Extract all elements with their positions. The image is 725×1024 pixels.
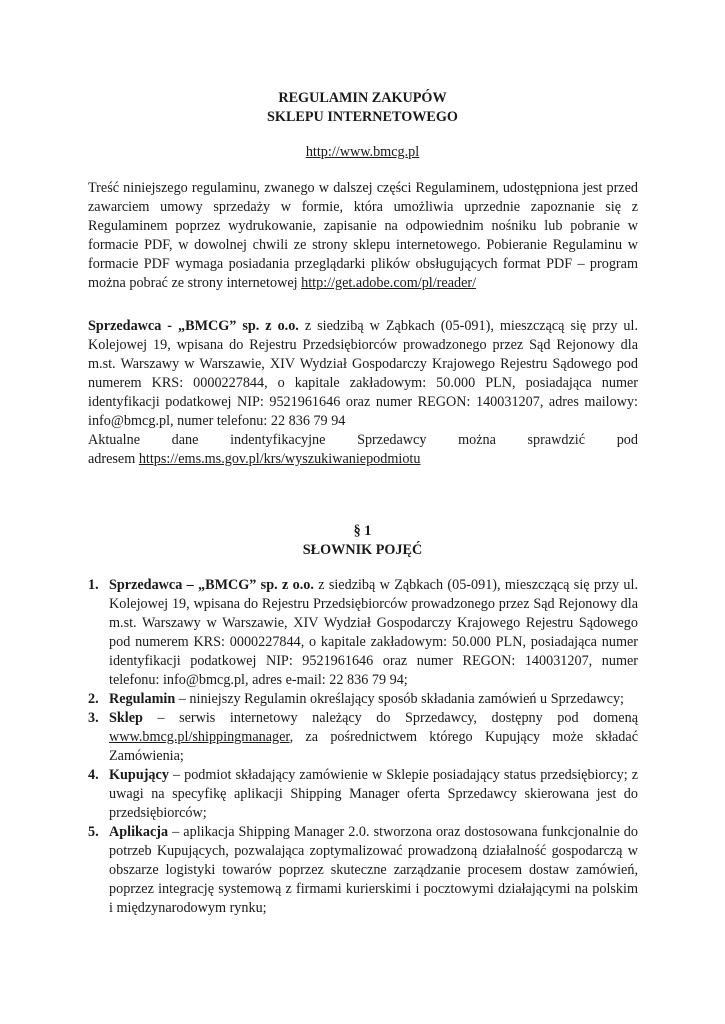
check-word: pod bbox=[616, 432, 638, 448]
check-word: dane bbox=[171, 432, 199, 448]
list-item bbox=[88, 766, 638, 823]
section-title: SŁOWNIK POJĘĆ bbox=[302, 542, 423, 558]
item-term: Sklep bbox=[109, 710, 143, 726]
seller-label: Sprzedawca - „BMCG” sp. z o.o. bbox=[88, 318, 299, 334]
check-word: Sprzedawcy bbox=[357, 432, 427, 448]
item-text-after: , za pośrednictwem którego Kupujący może składać Zamówienia; bbox=[109, 729, 638, 764]
seller-phone: 22 836 79 94 bbox=[270, 413, 346, 429]
item-tail: ; bbox=[403, 672, 408, 688]
check-prefix: adresem bbox=[88, 451, 139, 467]
item-text: – podmiot składający zamówienie w Sklepie posiadający status przedsiębiorcy; z uwagi na specyfikę aplikacji Shipping Manager oferta Sprzedawcy skierowana jest do przedsiębiorców; bbox=[109, 767, 638, 821]
item-number: 1. bbox=[88, 577, 99, 593]
shipping-manager-link[interactable]: www.bmcg.pl/shippingmanager bbox=[109, 729, 290, 745]
item-term: Regulamin bbox=[109, 691, 176, 707]
title-line-2: SKLEPU INTERNETOWEGO bbox=[267, 109, 458, 125]
list-item bbox=[88, 709, 638, 766]
list-item bbox=[88, 690, 638, 709]
item-text: – serwis internetowy należący do Sprzedawcy, dostępny pod domeną bbox=[142, 710, 638, 726]
title-line-1: REGULAMIN ZAKUPÓW bbox=[278, 90, 447, 106]
section-1-heading bbox=[0, 522, 725, 560]
item-term: Sprzedawca – „BMCG” sp. z o.o. bbox=[109, 577, 314, 593]
item-number: 2. bbox=[88, 691, 99, 707]
item-number: 5. bbox=[88, 824, 99, 840]
check-word: można bbox=[458, 432, 496, 448]
section-number: § 1 bbox=[353, 523, 372, 539]
list-item bbox=[88, 823, 638, 918]
definitions-list bbox=[88, 576, 638, 918]
item-text: z siedzibą w Ząbkach (05-091), mieszczącą się przy ul. Kolejowej 19, wpisana do Rejestru Przedsiębiorców prowadzonego przez Sąd Rejonowy dla m.st. Warszawy w Warszawie, XIV Wydział Gospodarczy Krajowego Rejestru Sądowego pod numerem KRS: 0000227844, o kapitale zakładowym: 50.000 PLN, posiadająca numer identyfikacji podatkowej NIP: 9521961646 oraz numer REGON: 140031207, numer telefonu: info@bmcg.pl, adres e-mail: bbox=[109, 577, 639, 688]
shop-url-line bbox=[0, 143, 725, 162]
seller-paragraph bbox=[88, 317, 638, 469]
check-word: indentyfikacyjne bbox=[230, 432, 326, 448]
item-term: Aplikacja bbox=[109, 824, 169, 840]
check-word: Aktualne bbox=[88, 432, 141, 448]
intro-text: Treść niniejszego regulaminu, zwanego w dalszej części Regulaminem, udostępniona jest przed zawarciem umowy sprzedaży w formie, która umożliwia uprzednie zapoznanie się z Regulaminem poprzez wydrukowanie, zapisanie na odpowiednim nośniku lub pobranie w formacie PDF, w dowolnej chwili ze strony sklepu internetowego. Pobieranie Regulaminu w formacie PDF wymaga posiadania przeglądarki plików obsługujących format PDF – program można pobrać ze strony internetowej bbox=[88, 180, 638, 291]
document-title bbox=[0, 89, 725, 127]
shop-url-link[interactable]: http://www.bmcg.pl bbox=[305, 144, 420, 160]
item-phone: 22 836 79 94 bbox=[329, 672, 404, 688]
item-text: – aplikacja Shipping Manager 2.0. stworzona oraz dostosowana funkcjonalnie do potrzeb Kupujących, pozwalająca zoptymalizować prowadzoną działalność gospodarczą w obszarze logistyki towarów poprzez skuteczne zarządzanie procesem dostaw zamówień, poprzez integrację systemową z firmami kurierskimi i pocztowymi działającymi na polskim i międzynarodowym rynku; bbox=[109, 824, 638, 916]
item-number: 4. bbox=[88, 767, 99, 783]
list-item bbox=[88, 576, 638, 690]
check-word: sprawdzić bbox=[527, 432, 586, 448]
seller-text: z siedzibą w Ząbkach (05-091), mieszczącą się przy ul. Kolejowej 19, wpisana do Rejestru Przedsiębiorców prowadzonego przez Sąd Rejonowy dla m.st. Warszawy w Warszawie, XIV Wydział Gospodarczy Krajowego Rejestru Sądowego pod numerem KRS: 0000227844, o kapitale zakładowym: 50.000 PLN, posiadająca numer identyfikacji podatkowej NIP: 9521961646 oraz numer REGON: 140031207, adres mailowy: info@bmcg.pl, numer telefonu: bbox=[88, 318, 638, 429]
check-address-line bbox=[88, 450, 638, 469]
adobe-reader-link[interactable]: http://get.adobe.com/pl/reader/ bbox=[301, 275, 477, 291]
check-line bbox=[88, 431, 638, 450]
krs-search-link[interactable]: https://ems.ms.gov.pl/krs/wyszukiwaniepodmiotu bbox=[138, 451, 421, 467]
item-text: – niniejszy Regulamin określający sposób składania zamówień u Sprzedawcy; bbox=[175, 691, 624, 707]
intro-paragraph bbox=[88, 179, 638, 293]
item-term: Kupujący bbox=[109, 767, 169, 783]
item-number: 3. bbox=[88, 710, 99, 726]
